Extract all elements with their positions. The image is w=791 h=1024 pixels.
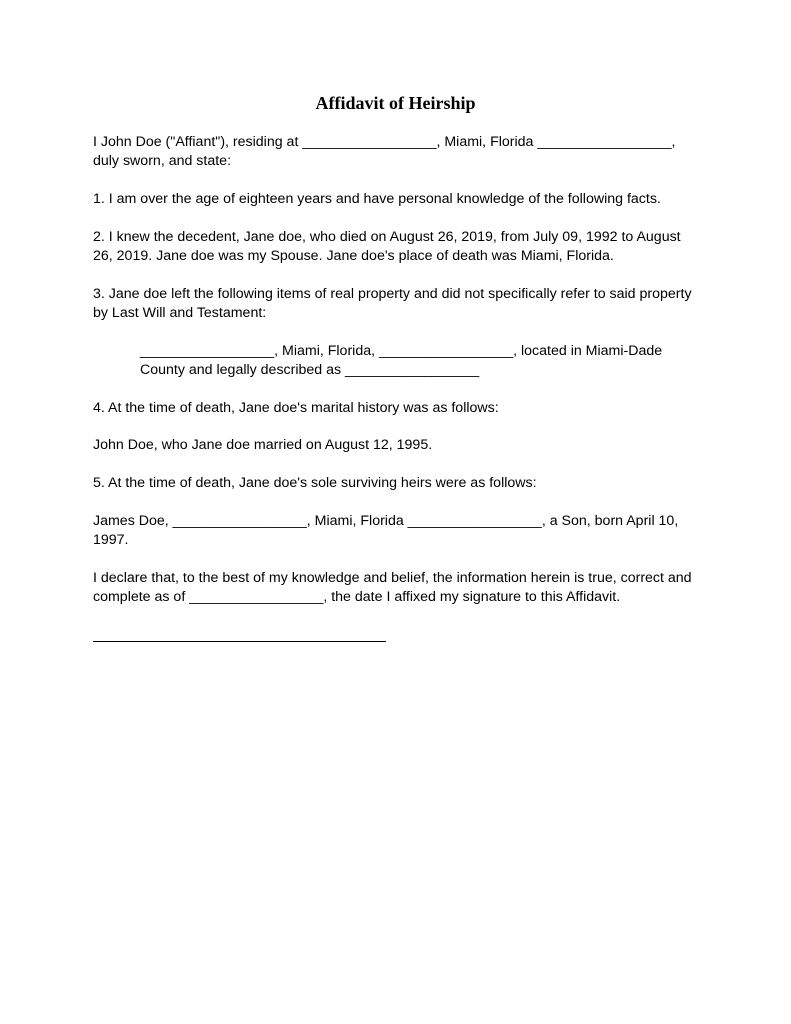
document-title: Affidavit of Heirship bbox=[315, 93, 476, 113]
declaration-paragraph: I declare that, to the best of my knowledge and belief, the information herein is true, correct and complete as of _________________, the date I affixed my signature to this Affidavit. bbox=[93, 570, 692, 605]
paragraph-4: 4. At the time of death, Jane doe's marital history was as follows: bbox=[93, 400, 499, 416]
paragraph-5: 5. At the time of death, Jane doe's sole surviving heirs were as follows: bbox=[93, 475, 537, 491]
marriage-entry: John Doe, who Jane doe married on August 12, 1995. bbox=[93, 437, 433, 453]
property-description: _________________, Miami, Florida, _________________, located in Miami-Dade County and legally described as _________________ bbox=[140, 343, 663, 378]
heir-entry: James Doe, _________________, Miami, Florida _________________, a Son, born April 10, 1997. bbox=[93, 513, 679, 548]
paragraph-1: 1. I am over the age of eighteen years and have personal knowledge of the following facts. bbox=[93, 191, 661, 207]
signature-line bbox=[93, 641, 386, 642]
paragraph-2: 2. I knew the decedent, Jane doe, who died on August 26, 2019, from July 09, 1992 to August 26, 2019. Jane doe was my Spouse. Jane doe's place of death was Miami, Florida. bbox=[93, 229, 681, 264]
intro-paragraph: I John Doe ("Affiant"), residing at _________________, Miami, Florida _________________, duly sworn, and state: bbox=[93, 134, 676, 169]
paragraph-3: 3. Jane doe left the following items of real property and did not specifically refer to said property by Last Will and Testament: bbox=[93, 286, 692, 321]
